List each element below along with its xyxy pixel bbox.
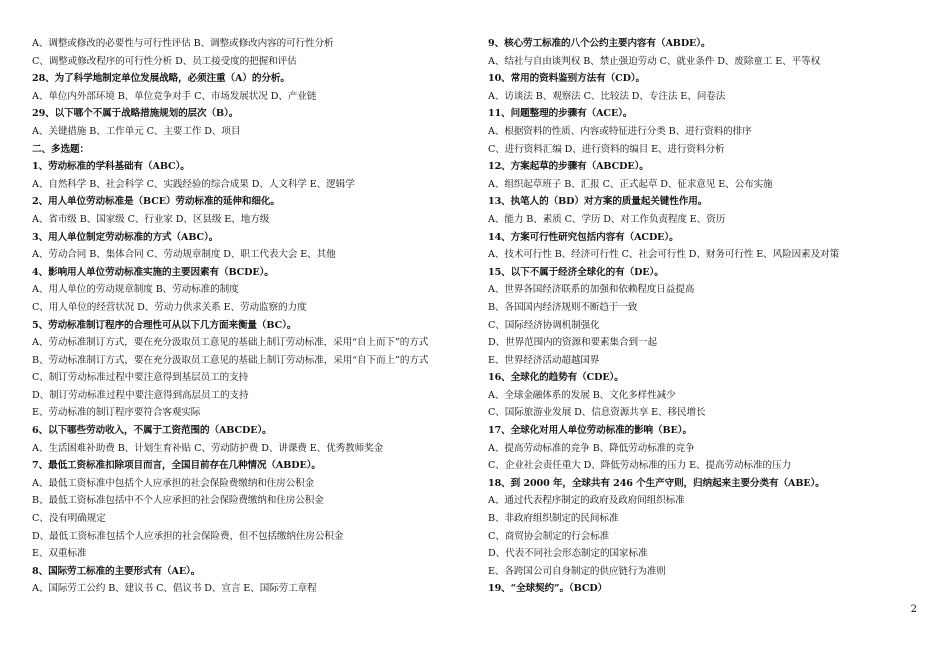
option-line: B、非政府组织制定的民间标准 <box>488 513 619 525</box>
option-line: A、劳动合同 B、集体合同 C、劳动规章制度 D、职工代表大会 E、其他 <box>32 249 336 261</box>
option-line: A、访谈法 B、观察法 C、比较法 D、专注法 E、问卷法 <box>488 90 726 102</box>
question-line: 2、用人单位劳动标准是（BCE）劳动标准的延伸和细化。 <box>32 196 280 208</box>
option-line: A、用人单位的劳动规章制度 B、劳动标准的制度 <box>32 284 239 296</box>
question-line: 9、核心劳工标准的八个公约主要内容有（ABDE）。 <box>488 38 711 49</box>
question-line: 16、全球化的趋势有（CDE）。 <box>488 372 624 384</box>
question-line: 18、到 2000 年，全球共有 246 个生产守则，归纳起来主要分类有（ABE）。 <box>488 477 825 489</box>
question-line: 4、影响用人单位劳动标准实施的主要因素有（BCDE）。 <box>32 266 274 278</box>
option-line: E、劳动标准的制订程序要符合客观实际 <box>32 407 201 419</box>
page-number: 2 <box>910 604 917 615</box>
option-line: A、全球金融体系的发展 B、文化多样性减少 <box>488 389 676 401</box>
option-line: C、企业社会责任重大 D、降低劳动标准的压力 E、提高劳动标准的压力 <box>488 460 791 472</box>
option-line: D、代表不同社会形态制定的国家标准 <box>488 548 648 560</box>
option-line: A、关键措施 B、工作单元 C、主要工作 D、项目 <box>32 125 241 137</box>
option-line: D、制订劳动标准过程中要注意得到高层员工的支持 <box>32 389 249 401</box>
question-line: 7、最低工资标准扣除项目而言，全国目前存在几种情况（ABDE）。 <box>32 460 321 472</box>
option-line: A、国际劳工公约 B、建议书 C、倡议书 D、宣言 E、国际劳工章程 <box>32 583 317 595</box>
option-line: A、自然科学 B、社会科学 C、实践经验的综合成果 D、人文科学 E、逻辑学 <box>32 178 355 190</box>
question-line: 15、以下不属于经济全球化的有（DE）。 <box>488 266 664 278</box>
option-line: A、提高劳动标准的竞争 B、降低劳动标准的竞争 <box>488 442 695 454</box>
option-line: C、进行资料汇编 D、进行资料的编目 E、进行资料分析 <box>488 143 725 155</box>
option-line: C、没有明确规定 <box>32 513 106 525</box>
option-line: C、制订劳动标准过程中要注意得到基层员工的支持 <box>32 372 249 384</box>
option-line: C、调整或修改程序的可行性分析 D、员工接受度的把握和评估 <box>32 55 297 67</box>
question-line: 1、劳动标准的学科基础有（ABC）。 <box>32 161 190 173</box>
option-line: D、最低工资标准包括个人应承担的社会保险费，但不包括缴纳住房公积金 <box>32 530 344 542</box>
option-line: B、最低工资标准包括中不个人应承担的社会保险费缴纳和住房公积金 <box>32 495 324 507</box>
option-line: E、世界经济活动超越国界 <box>488 354 600 366</box>
question-line: 8、国际劳工标准的主要形式有（AE）。 <box>32 565 201 577</box>
option-line: A、劳动标准制订方式，要在充分汲取员工意见的基础上制订劳动标准，采用“自上而下”的方式 <box>32 337 429 349</box>
option-line: C、商贸协会制定的行会标准 <box>488 530 610 542</box>
question-line: 17、全球化对用人单位劳动标准的影响（BE）。 <box>488 425 692 437</box>
option-line: E、各跨国公司自身制定的供应链行为准则 <box>488 565 666 577</box>
left-column <box>32 35 472 598</box>
question-line: 10、常用的资料鉴别方法有（CD）。 <box>488 73 646 85</box>
option-line: A、组织起草班子 B、汇报 C、正式起草 D、征求意见 E、公布实施 <box>488 178 773 190</box>
question-line: 3、用人单位制定劳动标准的方式（ABC）。 <box>32 231 219 243</box>
option-line: C、国际经济协调机制强化 <box>488 319 600 331</box>
option-line: A、最低工资标准中包括个人应承担的社会保险费缴纳和住房公积金 <box>32 477 315 489</box>
option-line: E、双重标准 <box>32 548 87 560</box>
question-line: 5、劳动标准制订程序的合理性可从以下几方面来衡量（BC）。 <box>32 319 297 331</box>
option-line: B、各国国内经济规则不断趋于一致 <box>488 301 638 313</box>
question-line: 28、为了科学地制定单位发展战略，必须注重（A）的分析。 <box>32 73 290 85</box>
right-column <box>488 35 928 598</box>
question-line: 11、问题整理的步骤有（ACE）。 <box>488 108 633 120</box>
option-line: A、单位内外部环境 B、单位竞争对手 C、市场发展状况 D、产业链 <box>32 90 317 102</box>
question-line: 14、方案可行性研究包括内容有（ACDE）。 <box>488 231 679 243</box>
option-line: C、国际旅游业发展 D、信息资源共享 E、移民增长 <box>488 407 706 419</box>
question-line: 6、以下哪些劳动收入，不属于工资范围的（ABCDE）。 <box>32 425 272 437</box>
option-line: A、技术可行性 B、经济可行性 C、社会可行性 D、财务可行性 E、风险因素及对策 <box>488 249 840 261</box>
option-line: A、结社与自由谈判权 B、禁止强迫劳动 C、就业条件 D、废除童工 E、平等权 <box>488 55 821 67</box>
question-line: 12、方案起草的步骤有（ABCDE）。 <box>488 161 649 173</box>
option-line: A、生活困难补助费 B、计划生育补贴 C、劳动防护费 D、讲课费 E、优秀教师奖金 <box>32 442 384 454</box>
question-line: 29、以下哪个不属于战略措施规划的层次（B）。 <box>32 108 239 120</box>
question-line: 19、“全球契约”。（BCD） <box>488 583 608 595</box>
option-line: A、根据资料的性质、内容或特征进行分类 B、进行资料的排序 <box>488 125 752 137</box>
option-line: C、用人单位的经营状况 D、劳动力供求关系 E、劳动监察的力度 <box>32 301 307 313</box>
option-line: A、能力 B、素质 C、学历 D、对工作负责程度 E、资历 <box>488 213 726 225</box>
option-line: A、通过代表程序制定的政府及政府间组织标准 <box>488 495 685 507</box>
option-line: A、调整或修改的必要性与可行性评估 B、调整或修改内容的可行性分析 <box>32 38 334 49</box>
question-line: 二、多选题： <box>32 143 89 155</box>
option-line: A、省市级 B、国家级 C、行业家 D、区县级 E、地方级 <box>32 213 270 225</box>
option-line: A、世界各国经济联系的加强和依赖程度日益提高 <box>488 284 695 296</box>
option-line: B、劳动标准制订方式，要在充分汲取员工意见的基础上制订劳动标准，采用“自下而上”的方式 <box>32 354 429 366</box>
question-line: 13、执笔人的（BD）对方案的质量起关键性作用。 <box>488 196 708 208</box>
option-line: D、世界范围内的资源和要素集合到一起 <box>488 337 657 349</box>
